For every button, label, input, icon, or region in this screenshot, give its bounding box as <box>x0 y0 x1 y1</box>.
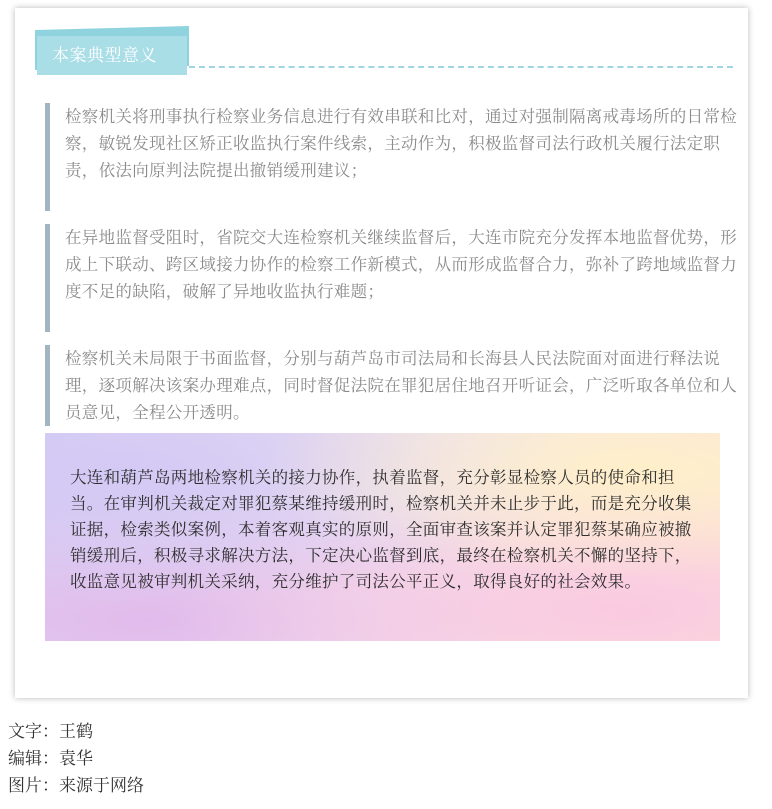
highlight-box <box>45 433 720 641</box>
section-divider <box>189 66 733 68</box>
section-title: 本案典型意义 <box>52 46 157 66</box>
significance-paragraph-2: 在异地监督受阻时，省院交大连检察机关继续监督后，大连市院充分发挥本地监督优势，形成上下联动、跨区域接力协作的检察工作新模式，从而形成监督合力，弥补了跨地域监督力度不足的缺陷，破解了异地收监执行难题； <box>45 224 747 332</box>
highlight-text: 大连和葫芦岛两地检察机关的接力协作，执着监督，充分彰显检察人员的使命和担当。在审判机关裁定对罪犯蔡某维持缓刑时，检察机关并未止步于此，而是充分收集证据，检索类似案例，本着客观真实的原则，全面审查该案并认定罪犯蔡某确应被撤销缓刑后，积极寻求解决方法，下定决心监督到底，最终在检察机关不懈的坚持下，收监意见被审判机关采纳，充分维护了司法公平正义，取得良好的社会效果。 <box>70 468 692 591</box>
significance-paragraph-1: 检察机关将刑事执行检察业务信息进行有效串联和比对，通过对强制隔离戒毒场所的日常检察，敏锐发现社区矫正收监执行案件线索，主动作为，积极监督司法行政机关履行法定职责，依法向原判法院提出撤销缓刑建议； <box>45 103 747 211</box>
significance-paragraph-3: 检察机关未局限于书面监督，分别与葫芦岛市司法局和长海县人民法院面对面进行释法说理，逐项解决该案办理难点，同时督促法院在罪犯居住地召开听证会，广泛听取各单位和人员意见，全程公开透明。 <box>45 345 747 426</box>
credit-image-source: 图片：来源于网络 <box>8 776 144 796</box>
credit-editor: 编辑：袁华 <box>8 749 93 769</box>
credit-text-author: 文字：王鹤 <box>8 722 93 742</box>
article-card <box>15 8 748 698</box>
credits <box>8 719 144 800</box>
section-header-tag <box>35 30 207 77</box>
